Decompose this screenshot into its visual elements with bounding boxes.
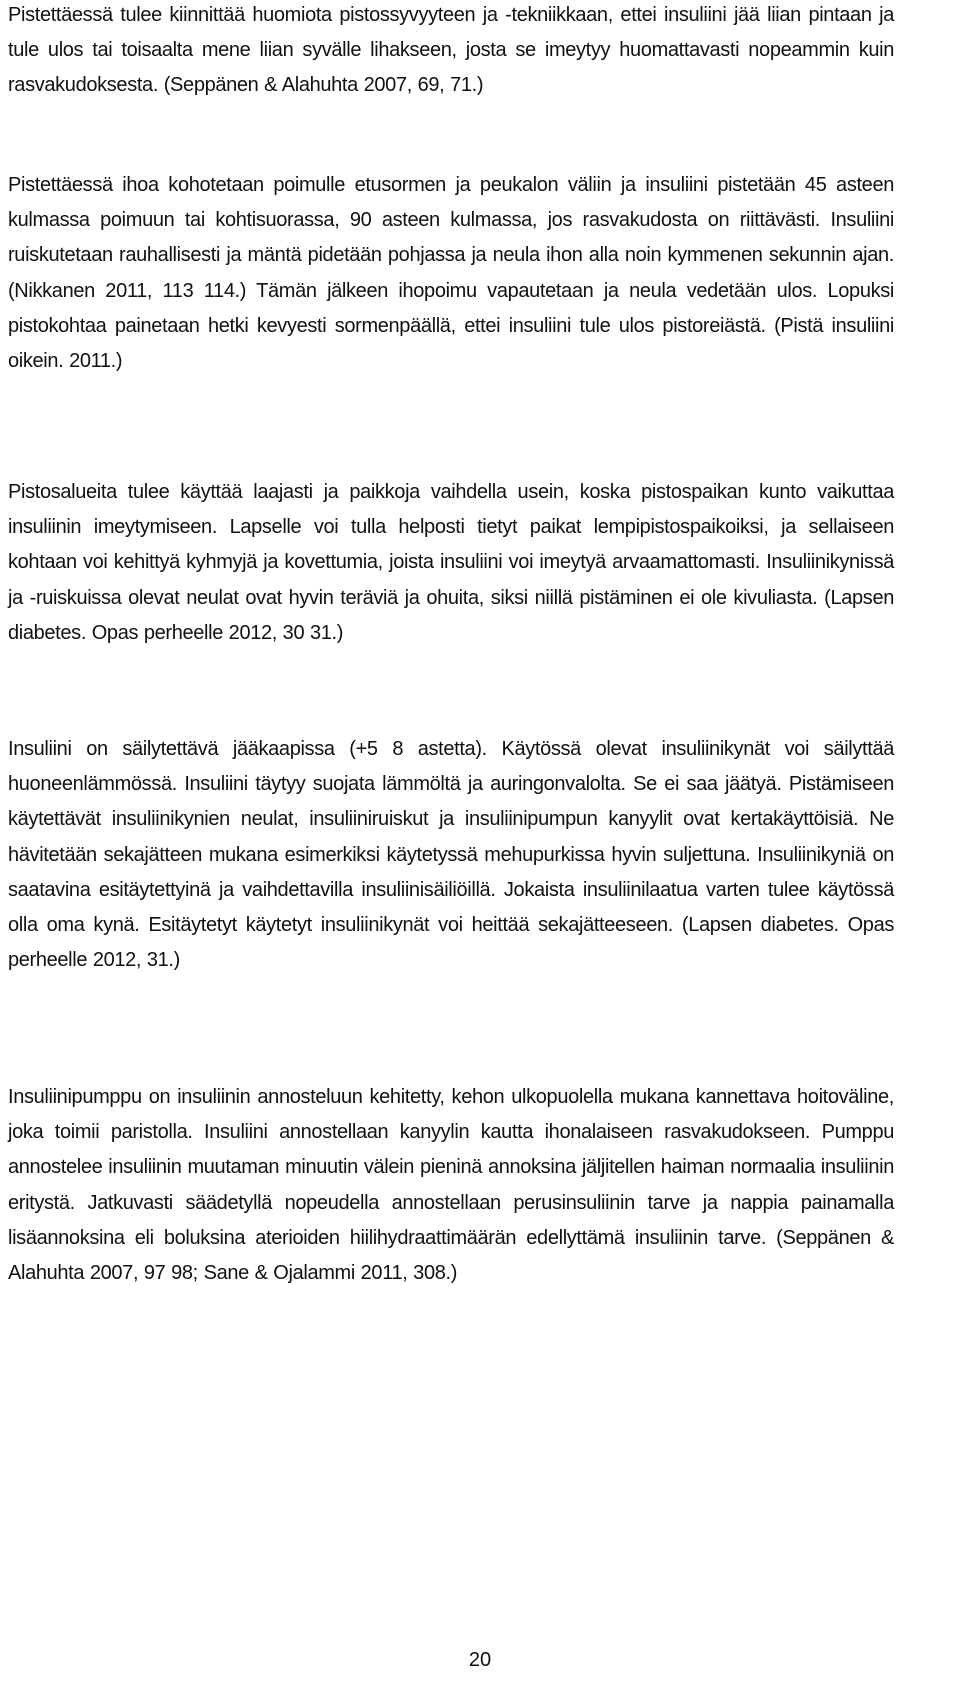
paragraph-injection-sites: Pistosalueita tulee käyttää laajasti ja paikkoja vaihdella usein, koska pistospaikan kunto vaikuttaa insuliinin imeytymiseen. Lapselle voi tulla helposti tietyt paikat lempipistospaikoiksi, ja sellaiseen kohtaan voi kehittyä kyhmyjä ja kovettumia, joista insuliini voi imeytyä arvaamattomasti. Insuliinikynissä ja -ruiskuissa olevat neulat ovat hyvin teräviä ja ohuita, siksi niillä pistäminen ei ole kivuliasta. (Lapsen diabetes. Opas perheelle 2012, 30 31.) [8, 481, 894, 644]
paragraph-insulin-storage: Insuliini on säilytettävä jääkaapissa (+5 8 astetta). Käytössä olevat insuliinikynät voi säilyttää huoneenlämmössä. Insuliini täytyy suojata lämmöltä ja auringonvalolta. Se ei saa jäätyä. Pistämiseen käytettävät insuliinikynien neulat, insuliiniruiskut ja insuliinipumpun kanyylit ovat kertakäyttöisiä. Ne hävitetään sekajätteen mukana esimerkiksi käytetyssä mehupurkissa hyvin suljettuna. Insuliinikyniä on saatavina esitäytettyinä ja vaihdettavilla insuliinisäiliöillä. Jokaista insuliinilaatua varten tulee käytössä olla oma kynä. Esitäytetyt käytetyt insuliinikynät voi heittää sekajätteeseen. (Lapsen diabetes. Opas perheelle 2012, 31.) [8, 738, 894, 972]
paragraph-insulin-pump: Insuliinipumppu on insuliinin annosteluun kehitetty, kehon ulkopuolella mukana kannettava hoitoväline, joka toimii paristolla. Insuliini annostellaan kanyylin kautta ihonalaiseen rasvakudokseen. Pumppu annostelee insuliinin muutaman minuutin välein pieninä annoksina jäljitellen haiman normaalia insuliinin eritystä. Jatkuvasti säädetyllä nopeudella annostellaan perusinsuliinin tarve ja nappia painamalla lisäannoksina eli boluksina aterioiden hiilihydraattimäärän edellyttämä insuliinin tarve. (Seppänen & Alahuhta 2007, 97 98; Sane & Ojalammi 2011, 308.) [8, 1086, 894, 1285]
page-number: 20 [468, 1649, 492, 1671]
paragraph-injection-technique: Pistettäessä ihoa kohotetaan poimulle etusormen ja peukalon väliin ja insuliini pistetään 45 asteen kulmassa poimuun tai kohtisuorassa, 90 asteen kulmassa, jos rasvakudosta on riittävästi. Insuliini ruiskutetaan rauhallisesti ja mäntä pidetään pohjassa ja neula ihon alla noin kymmenen sekunnin ajan. (Nikkanen 2011, 113 114.) Tämän jälkeen ihopoimu vapautetaan ja neula vedetään ulos. Lopuksi pistokohtaa painetaan hetki kevyesti sormenpäällä, ettei insuliini tule ulos pistoreiästä. (Pistä insuliini oikein. 2011.) [8, 174, 894, 373]
paragraph-injection-depth: Pistettäessä tulee kiinnittää huomiota pistossyvyyteen ja -tekniikkaan, ettei insuliini jää liian pintaan ja tule ulos tai toisaalta mene liian syvälle lihakseen, josta se imeytyy huomattavasti nopeammin kuin rasvakudoksesta. (Seppänen & Alahuhta 2007, 69, 71.) [8, 4, 894, 97]
